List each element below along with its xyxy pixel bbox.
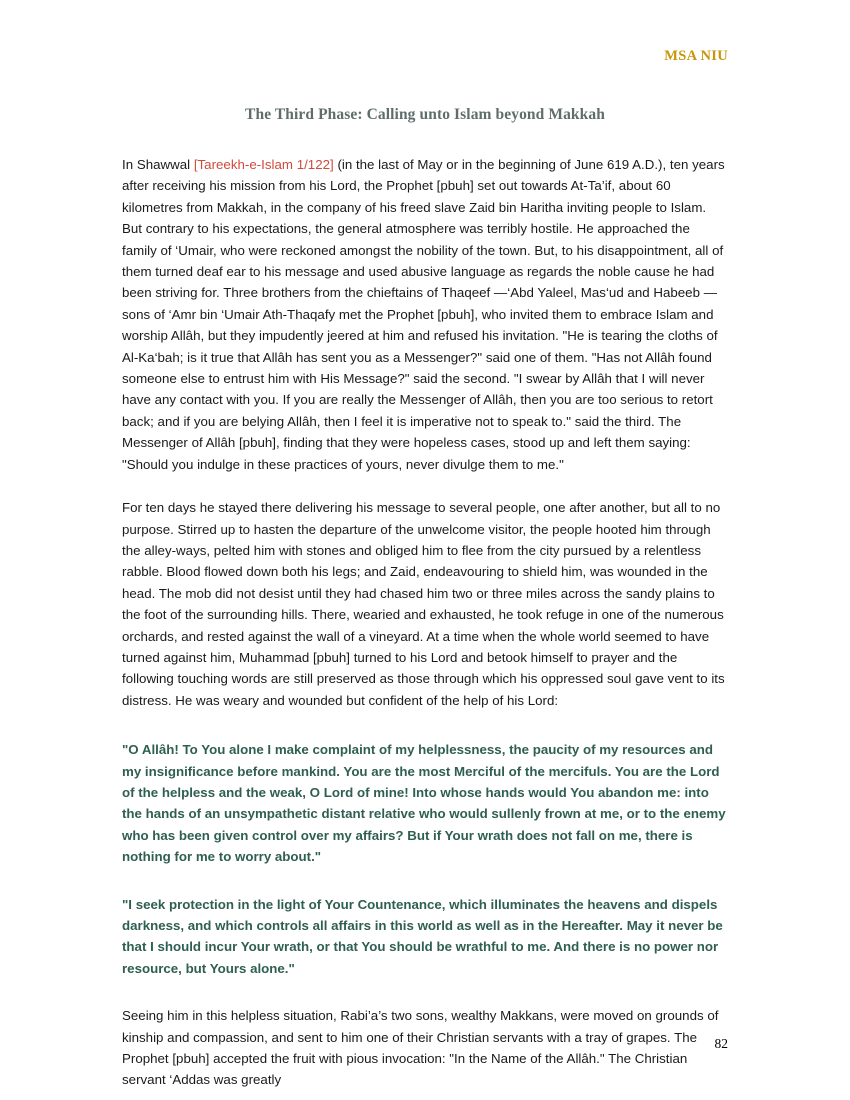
paragraph-1 xyxy=(122,154,728,475)
document-body xyxy=(122,154,728,1091)
paragraph-2: For ten days he stayed there delivering his message to several people, one after another, but all to no purpose. Stirred up to hasten the departure of the unwelcome visitor, the people hooted him through the alley-ways, pelted him with stones and obliged him to flee from the city pursued by a relentless rabble. Blood flowed down both his legs; and Zaid, endeavouring to shield him, was wounded in the head. The mob did not desist until they had chased him two or three miles across the sandy plains to the foot of the surrounding hills. There, wearied and exhausted, he took refuge in one of the numerous orchards, and rested against the wall of a vineyard. At a time when the whole world seemed to have turned against him, Muhammad [pbuh] turned to his Lord and betook himself to prayer and the following touching words are still preserved as those through which his oppressed soul gave vent to its distress. He was weary and wounded but confident of the help of his Lord: xyxy=(122,500,725,708)
paragraph-3: Seeing him in this helpless situation, Rabi’a’s two sons, wealthy Makkans, were moved on grounds of kinship and compassion, and sent to him one of their Christian servants with a tray of grapes. The Prophet [pbuh] accepted the fruit with pious invocation: "In the Name of the Allâh." The Christian servant ‘Addas was greatly xyxy=(122,1008,719,1088)
page-number: 82 xyxy=(714,1036,728,1051)
paragraph-1-rest: (in the last of May or in the beginning of June 619 A.D.), ten years after receiving his mission from his Lord, the Prophet [pbuh] set out towards At-Ta’if, about 60 kilometres from Makkah, in the company of his freed slave Zaid bin Haritha inviting people to Islam. But contrary to his expectations, the general atmosphere was terribly hostile. He approached the family of ‘Umair, who were reckoned amongst the nobility of the town. But, to his disappointment, all of them turned deaf ear to his message and used abusive language as regards the noble cause he had been striving for. Three brothers from the chieftains of Thaqeef —‘Abd Yaleel, Mas‘ud and Habeeb — sons of ‘Amr bin ‘Umair Ath-Thaqafy met the Prophet [pbuh], who invited them to embrace Islam and worship Allâh, but they impudently jeered at him and refused his invitation. "He is tearing the cloths of Al-Ka‘bah; is it true that Allâh has sent you as a Messenger?" said one of them. "Has not Allâh found someone else to entrust him with His Message?" said the second. "I swear by Allâh that I will never have any contact with you. If you are really the Messenger of Allâh, then you are too serious to retort back; and if you are belying Allâh, then I feel it is imperative not to speak to." said the third. The Messenger of Allâh [pbuh], finding that they were hopeless cases, stood up and left them saying: "Should you indulge in these practices of yours, never divulge them to me." xyxy=(122,157,725,472)
supplication-quote-1: "O Allâh! To You alone I make complaint of my helplessness, the paucity of my resources and my insignificance before mankind. You are the most Merciful of the mercifuls. You are the Lord of the helpless and the weak, O Lord of mine! Into whose hands would You abandon me: into the hands of an unsympathetic distant relative who would sullenly frown at me, or to the enemy who has been given control over my affairs? But if Your wrath does not fall on me, there is nothing for me to worry about." xyxy=(122,742,726,865)
page-title: The Third Phase: Calling unto Islam beyond Makkah xyxy=(245,106,605,123)
supplication-quote-2: "I seek protection in the light of Your Countenance, which illuminates the heavens and dispels darkness, and which controls all affairs in this world as well as in the Hereafter. May it never be that I should incur Your wrath, or that You should be wrathful to me. And there is no power nor resource, but Yours alone." xyxy=(122,896,723,976)
organization-label: MSA NIU xyxy=(664,48,728,64)
paragraph-1-lead: In Shawwal xyxy=(122,157,194,172)
source-reference: [Tareekh-e-Islam 1/122] xyxy=(193,157,334,172)
